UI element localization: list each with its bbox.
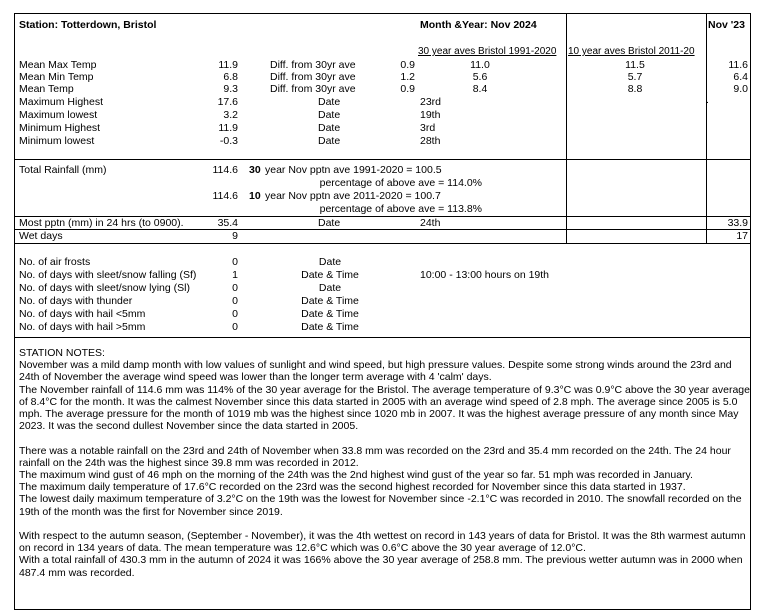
notes-paragraph-5: The maximum daily temperature of 17.6°C recorded on the 23rd was the second highest recorded for November since this data started in 1937. <box>19 481 686 494</box>
row-label: Minimum lowest <box>19 135 95 147</box>
row-value: 17.6 <box>217 96 238 108</box>
rainfall-10yr-percentage: percentage of above ave = 113.8% <box>319 203 482 215</box>
row-label: Maximum lowest <box>19 109 98 121</box>
row-value: 9.3 <box>223 83 238 95</box>
event-label: No. of air frosts <box>19 256 91 268</box>
ave30-heading: 30 year aves Bristol 1991-2020 <box>418 46 557 57</box>
divider-col-prev <box>706 13 707 243</box>
rainfall-value-2: 114.6 <box>212 190 238 202</box>
event-value: 0 <box>232 308 238 320</box>
event-label: No. of days with sleet/snow falling (Sf) <box>19 269 197 281</box>
stray-dot: . <box>706 94 709 106</box>
event-value: 1 <box>232 269 238 281</box>
ave10-value: 5.7 <box>627 71 643 83</box>
notes-paragraph-4: The maximum wind gust of 46 mph on the morning of the 24th was the 2nd highest wind gust of the year so far. 51 mph was recorded in January. <box>19 469 693 482</box>
date-value: 28th <box>420 135 441 147</box>
border-left <box>14 13 15 610</box>
event-extra: 10:00 - 13:00 hours on 19th <box>420 269 550 281</box>
ave30-value: 5.6 <box>472 71 488 83</box>
prev-value: 11.6 <box>728 59 748 71</box>
row-label: Mean Min Temp <box>19 71 94 83</box>
diff-value: 0.9 <box>400 59 415 71</box>
border-bottom <box>14 609 751 610</box>
month-year: Month &Year: Nov 2024 <box>420 19 537 31</box>
date-label: Date <box>318 217 341 229</box>
event-label: No. of days with thunder <box>19 295 133 307</box>
prev-value: 17 <box>736 230 748 242</box>
row-label: Most pptn (mm) in 24 hrs (to 0900). <box>19 217 184 229</box>
event-label: No. of days with sleet/snow lying (Sl) <box>19 282 190 294</box>
event-value: 0 <box>232 282 238 294</box>
rainfall-label: Total Rainfall (mm) <box>19 164 107 176</box>
notes-title: STATION NOTES: <box>19 347 105 359</box>
divider-col-10yr <box>566 13 567 243</box>
ave30-value: 8.4 <box>472 83 488 95</box>
diff-label: Diff. from 30yr ave <box>270 71 356 83</box>
rainfall-30yr-ave: year Nov pptn ave 1991-2020 = 100.5 <box>265 164 442 176</box>
event-label: No. of days with hail <5mm <box>19 308 146 320</box>
border-top <box>14 13 751 14</box>
event-date-label: Date & Time <box>301 269 359 281</box>
notes-paragraph-3: There was a notable rainfall on the 23rd and 24th of November when 33.8 mm was recorded on the 23rd and 35.4 mm recorded on the 24th. The 24 hour rainfall on the 24th was the highest since 39.8 mm was recorded in 2012. <box>19 444 731 469</box>
event-label: No. of days with hail >5mm <box>19 321 146 333</box>
ave30-value: 11.0 <box>470 59 490 71</box>
prev-value: 33.9 <box>727 217 748 229</box>
prev-value: 6.4 <box>733 71 748 83</box>
event-date-label: Date & Time <box>301 321 359 333</box>
event-date-label: Date & Time <box>301 295 359 307</box>
event-value: 0 <box>232 321 238 333</box>
station-notes <box>19 347 751 579</box>
ave10-heading: 10 year aves Bristol 2011-20 <box>568 46 695 57</box>
event-date-label: Date <box>318 256 342 268</box>
event-value: 0 <box>232 256 238 268</box>
row-label: Maximum Highest <box>19 96 104 108</box>
row-label: Wet days <box>19 230 63 242</box>
diff-label: Diff. from 30yr ave <box>270 59 356 71</box>
rainfall-30yr-number: 30 <box>249 164 261 176</box>
event-date-label: Date & Time <box>301 308 359 320</box>
previous-year-heading: Nov '23 <box>708 19 745 31</box>
event-value: 0 <box>232 295 238 307</box>
notes-paragraph-7: With respect to the autumn season, (September - November), it was the 4th wettest on record in 143 years of data for Bristol. It was the 8th warmest autumn on record in 134 years of data. The mean temperature was 12.6°C which was 0.6°C above the 30 year average of 12.0°C. <box>19 530 746 555</box>
rainfall-10yr-number: 10 <box>249 190 261 202</box>
ave10-value: 11.5 <box>625 59 645 71</box>
date-label: Date <box>318 109 341 121</box>
date-label: Date <box>318 96 341 108</box>
prev-value: 9.0 <box>733 83 748 95</box>
row-label: Mean Max Temp <box>19 59 97 71</box>
row-value: 35.4 <box>217 217 238 229</box>
row-value: 11.9 <box>218 59 238 71</box>
diff-value: 1.2 <box>400 71 415 83</box>
date-value: 3rd <box>420 122 436 134</box>
divider-events-top <box>14 243 751 244</box>
event-date-label: Date <box>318 282 342 294</box>
rainfall-30yr-percentage: percentage of above ave = 114.0% <box>319 177 482 189</box>
date-value: 23rd <box>420 96 442 108</box>
rainfall-10yr-ave: year Nov pptn ave 2011-2020 = 100.7 <box>265 190 441 202</box>
row-value: -0.3 <box>219 135 238 147</box>
ave10-value: 8.8 <box>627 83 643 95</box>
date-label: Date <box>318 122 341 134</box>
notes-paragraph-1: November was a mild damp month with low values of sunlight and wind speed, but high pressure values. Despite some strong winds around the 23rd and 24th of November the average wind speed was lower than the longer term average with 4 'calm' days. <box>19 359 732 384</box>
diff-label: Diff. from 30yr ave <box>270 83 356 95</box>
row-value: 6.8 <box>223 71 238 83</box>
date-value: 24th <box>420 217 441 229</box>
date-label: Date <box>318 135 341 147</box>
station-name: Station: Totterdown, Bristol <box>19 19 157 31</box>
diff-value: 0.9 <box>400 83 415 95</box>
notes-paragraph-2: The November rainfall of 114.6 mm was 114% of the 30 year average for the Bristol. The average temperature of 9.3°C was 0.9°C above the 30 year average of 8.4°C for the month. It was the calmest November since this data started in 2005 with an average wind speed of 2.8 mph. The average since 2005 is 5.0 mph. The average pressure for the month of 1019 mb was the highest since 1020 mb in 2007. It was the highest average pressure of any month since May 2023. It was the second dullest November since the data started in 2005. <box>19 383 750 433</box>
row-value: 11.9 <box>218 122 238 134</box>
divider-pptn <box>14 229 751 230</box>
notes-paragraph-8: With a total rainfall of 430.3 mm in the autumn of 2024 it was 166% above the 30 year average of 258.8 mm. The previous wetter autumn was in 2000 when 487.4 mm was recorded. <box>19 554 743 579</box>
notes-paragraph-6: The lowest daily maximum temperature of 3.2°C on the 19th was the lowest for November since -2.1°C was recorded in 2010. The snowfall recorded on the 19th of the month was the first for November since 2019. <box>19 493 742 518</box>
rainfall-value: 114.6 <box>212 164 238 176</box>
date-value: 19th <box>420 109 441 121</box>
divider-notes-top <box>14 337 751 338</box>
row-value: 3.2 <box>223 109 238 121</box>
divider-rainfall-top <box>14 159 751 160</box>
row-value: 9 <box>232 230 238 242</box>
row-label: Mean Temp <box>19 83 74 95</box>
row-label: Minimum Highest <box>19 122 101 134</box>
